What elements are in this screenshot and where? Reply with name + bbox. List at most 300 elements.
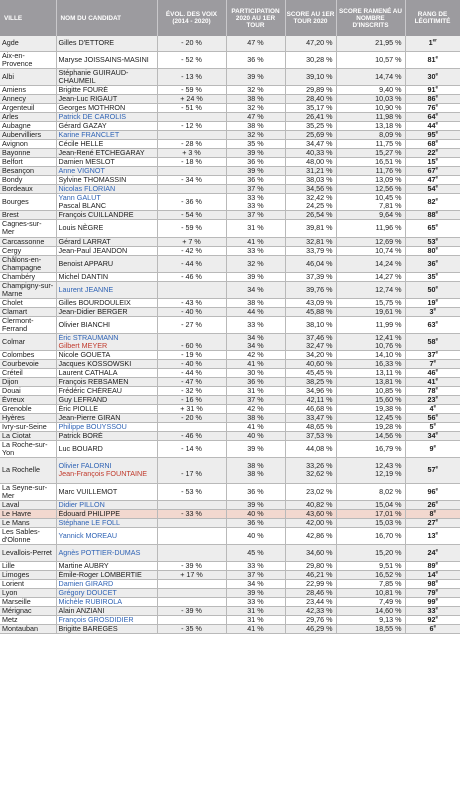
score-value: 35,25 % — [306, 121, 333, 130]
rank-suffix: e — [435, 222, 438, 228]
cell-participation — [226, 422, 285, 431]
cell-score — [285, 518, 336, 527]
candidate-name: Benoist APPARU — [58, 258, 114, 268]
cell-participation — [226, 518, 285, 527]
participation-value: 33 % — [247, 319, 264, 329]
cell-score — [285, 527, 336, 544]
cell-score-inscrits — [336, 36, 405, 51]
rank-number: 5 — [429, 422, 434, 431]
cell-score-inscrits — [336, 570, 405, 579]
evolution-value: - 42 % — [181, 246, 202, 255]
rank-suffix: e — [435, 148, 438, 153]
score-inscrits-value: 14,56 % — [375, 431, 402, 440]
score-inscrits-value: 10,74 % — [375, 246, 402, 255]
participation-value: 36 % — [247, 518, 264, 527]
cell-score-inscrits — [336, 281, 405, 298]
rank-number: 30 — [427, 71, 436, 81]
score-value: 30,28 % — [306, 54, 333, 64]
rank-number: 81 — [427, 54, 436, 64]
score-value: 43,09 % — [306, 298, 333, 307]
cell-evolution — [157, 281, 226, 298]
cell-participation — [226, 500, 285, 509]
evolution-value: - 36 % — [181, 196, 202, 206]
evolution-value: - 14 % — [181, 443, 202, 453]
cell-participation — [226, 166, 285, 175]
score-value: 39,10 % — [306, 71, 333, 81]
cell-score-inscrits — [336, 68, 405, 85]
cell-candidat — [56, 615, 157, 624]
cell-candidat — [56, 237, 157, 246]
score-value: 32,47 % — [306, 340, 333, 350]
rank-suffix: e — [435, 413, 438, 418]
score-value: 39,76 % — [306, 284, 333, 294]
participation-value: 33 % — [247, 561, 264, 570]
candidate-name: Grégory DOUCET — [58, 588, 117, 597]
cell-ville: Courbevoie — [0, 359, 56, 368]
cell-participation — [226, 51, 285, 68]
candidate-name: Laurent CATHALA — [58, 368, 118, 377]
participation-value: 37 % — [247, 184, 264, 193]
cell-candidat — [56, 527, 157, 544]
cell-participation — [226, 561, 285, 570]
table-row — [0, 184, 460, 193]
score-inscrits-value: 11,96 % — [375, 223, 402, 233]
cell-candidat — [56, 103, 157, 112]
participation-value: 32 % — [247, 85, 264, 94]
cell-ville: Laval — [0, 500, 56, 509]
table-row — [0, 103, 460, 112]
rank-number: 15 — [427, 157, 436, 166]
cell-participation — [226, 85, 285, 94]
rank-suffix: e — [433, 307, 436, 312]
participation-value: 38 % — [247, 298, 264, 307]
cell-candidat — [56, 112, 157, 121]
cell-participation — [226, 404, 285, 413]
evolution-value: + 17 % — [180, 570, 203, 579]
rank-number: 26 — [427, 500, 436, 509]
evolution-value: - 46 % — [181, 431, 202, 440]
table-row — [0, 386, 460, 395]
cell-score-inscrits — [336, 527, 405, 544]
rank-suffix: e — [435, 579, 438, 584]
table-row — [0, 431, 460, 440]
cell-score-inscrits — [336, 457, 405, 483]
score-inscrits-value: 14,27 % — [375, 272, 402, 281]
candidate-name: Édouard PHILIPPE — [58, 509, 121, 518]
rank-number: 92 — [427, 615, 436, 624]
cell-ville: Aubagne — [0, 121, 56, 130]
score-value: 39,81 % — [306, 223, 333, 233]
score-value: 29,80 % — [306, 561, 333, 570]
candidate-name: Olivier BIANCHI — [58, 319, 111, 329]
score-inscrits-value: 12,19 % — [375, 469, 402, 478]
score-inscrits-value: 12,43 % — [375, 461, 402, 470]
score-value: 33,26 % — [306, 461, 333, 470]
score-inscrits-value: 13,11 % — [375, 368, 402, 377]
cell-participation — [226, 509, 285, 518]
cell-score — [285, 36, 336, 51]
candidate-name: Philippe BOUYSSOU — [58, 422, 127, 431]
table-row — [0, 175, 460, 184]
cell-score — [285, 121, 336, 130]
table-row — [0, 624, 460, 633]
cell-rang — [405, 422, 460, 431]
candidate-name: Jean-René ETCHEGARAY — [58, 148, 145, 157]
header-rang: RANG DE LÉGITIMITÉ — [405, 0, 460, 36]
cell-rang — [405, 272, 460, 281]
score-inscrits-value: 10,03 % — [375, 94, 402, 103]
rank-number: 76 — [427, 103, 436, 112]
score-value: 43,60 % — [306, 509, 333, 518]
candidate-name: Anne VIGNOT — [58, 166, 105, 175]
cell-score — [285, 359, 336, 368]
cell-candidat — [56, 386, 157, 395]
cell-rang — [405, 386, 460, 395]
cell-candidat — [56, 570, 157, 579]
cell-rang — [405, 94, 460, 103]
cell-rang — [405, 255, 460, 272]
score-inscrits-value: 12,56 % — [375, 184, 402, 193]
cell-rang — [405, 624, 460, 633]
rank-number: 80 — [427, 246, 436, 255]
rank-number: 67 — [427, 166, 436, 175]
evolution-value: - 52 % — [181, 54, 202, 64]
cell-candidat — [56, 307, 157, 316]
cell-score-inscrits — [336, 246, 405, 255]
score-value: 25,69 % — [306, 130, 333, 139]
score-value: 48,00 % — [306, 157, 333, 166]
candidate-name: Jean-François FOUNTAINE — [58, 469, 148, 478]
cell-candidat — [56, 500, 157, 509]
cell-score-inscrits — [336, 85, 405, 94]
rank-suffix: e — [433, 359, 436, 364]
rank-number: 36 — [427, 258, 436, 268]
participation-value: 35 % — [247, 139, 264, 148]
rank-suffix: e — [435, 166, 438, 171]
cell-candidat — [56, 333, 157, 350]
cell-participation — [226, 579, 285, 588]
table-row — [0, 544, 460, 561]
cell-participation — [226, 350, 285, 359]
cell-participation — [226, 36, 285, 51]
cell-ville: Ivry-sur-Seine — [0, 422, 56, 431]
participation-value: 39 % — [247, 588, 264, 597]
table-row — [0, 483, 460, 500]
cell-score — [285, 166, 336, 175]
score-inscrits-value: 11,99 % — [375, 319, 402, 329]
participation-value: 41 % — [247, 359, 264, 368]
cell-rang — [405, 184, 460, 193]
cell-score-inscrits — [336, 500, 405, 509]
cell-ville: Limoges — [0, 570, 56, 579]
candidate-name: Jean-Pierre GIRAN — [58, 413, 121, 422]
participation-value: 40 % — [247, 509, 264, 518]
cell-evolution — [157, 350, 226, 359]
cell-candidat — [56, 272, 157, 281]
cell-rang — [405, 103, 460, 112]
candidate-name: Nicole GOUETA — [58, 350, 111, 359]
cell-participation — [226, 615, 285, 624]
evolution-value: - 13 % — [181, 71, 202, 81]
cell-rang — [405, 509, 460, 518]
score-inscrits-value: 14,24 % — [375, 258, 402, 268]
cell-score-inscrits — [336, 615, 405, 624]
evolution-value: - 16 % — [181, 395, 202, 404]
cell-rang — [405, 148, 460, 157]
rank-number: 50 — [427, 284, 436, 294]
score-value: 45,88 % — [306, 307, 333, 316]
rank-number: 35 — [427, 272, 436, 281]
cell-rang — [405, 368, 460, 377]
table-row — [0, 272, 460, 281]
cell-candidat — [56, 359, 157, 368]
participation-value: 39 % — [247, 148, 264, 157]
cell-ville: Chambéry — [0, 272, 56, 281]
cell-candidat — [56, 85, 157, 94]
cell-evolution — [157, 298, 226, 307]
cell-candidat — [56, 298, 157, 307]
score-value: 37,39 % — [306, 272, 333, 281]
candidate-name: Marc VUILLEMOT — [58, 486, 118, 496]
cell-evolution — [157, 377, 226, 386]
candidate-name: Nicolas FLORIAN — [58, 184, 116, 193]
cell-score — [285, 615, 336, 624]
table-row — [0, 281, 460, 298]
cell-ville: Bourges — [0, 193, 56, 210]
score-inscrits-value: 15,04 % — [375, 500, 402, 509]
candidate-name: Gilbert MEYER — [58, 340, 108, 350]
cell-evolution — [157, 422, 226, 431]
cell-rang — [405, 281, 460, 298]
candidate-name: François CUILLANDRE — [58, 210, 134, 219]
score-value: 45,45 % — [306, 368, 333, 377]
cell-candidat — [56, 431, 157, 440]
cell-score — [285, 193, 336, 210]
table-row — [0, 395, 460, 404]
cell-ville: Évreux — [0, 395, 56, 404]
cell-score-inscrits — [336, 210, 405, 219]
rank-suffix: e — [435, 237, 438, 242]
cell-evolution — [157, 210, 226, 219]
cell-evolution — [157, 457, 226, 483]
cell-participation — [226, 219, 285, 237]
table-row — [0, 570, 460, 579]
rank-number: 82 — [427, 196, 436, 206]
cell-score-inscrits — [336, 518, 405, 527]
cell-score-inscrits — [336, 597, 405, 606]
cell-evolution — [157, 255, 226, 272]
cell-participation — [226, 395, 285, 404]
cell-evolution — [157, 431, 226, 440]
participation-value: 34 % — [247, 333, 264, 342]
score-inscrits-value: 19,38 % — [375, 404, 402, 413]
cell-participation — [226, 606, 285, 615]
rank-number: 34 — [427, 431, 436, 440]
candidate-name: Brigitte BAREGES — [58, 624, 118, 633]
cell-rang — [405, 597, 460, 606]
rank-suffix: e — [435, 246, 438, 251]
rank-suffix: e — [435, 368, 438, 373]
table-row — [0, 94, 460, 103]
score-inscrits-value: 21,95 % — [375, 38, 402, 48]
cell-score — [285, 570, 336, 579]
rank-number: 57 — [427, 465, 436, 475]
cell-score-inscrits — [336, 544, 405, 561]
score-value: 26,41 % — [306, 112, 333, 121]
score-value: 22,99 % — [306, 579, 333, 588]
candidate-name: Jean-Luc RIGAUT — [58, 94, 118, 103]
candidate-name: Alain ANZIANI — [58, 606, 105, 615]
cell-participation — [226, 298, 285, 307]
rank-suffix: e — [435, 486, 438, 492]
participation-value: 32 % — [247, 130, 264, 139]
score-inscrits-value: 15,03 % — [375, 518, 402, 527]
candidate-name: Émile-Roger LOMBERTIE — [58, 570, 142, 579]
cell-evolution — [157, 544, 226, 561]
cell-rang — [405, 139, 460, 148]
cell-evolution — [157, 193, 226, 210]
cell-score — [285, 148, 336, 157]
score-value: 38,10 % — [306, 319, 333, 329]
cell-score-inscrits — [336, 561, 405, 570]
rank-number: 95 — [427, 130, 436, 139]
cell-score-inscrits — [336, 184, 405, 193]
candidate-name: Jacques KOSSOWSKI — [58, 359, 132, 368]
rank-suffix: er — [432, 38, 437, 44]
cell-evolution — [157, 307, 226, 316]
score-inscrits-value: 7,85 % — [379, 579, 402, 588]
table-row — [0, 359, 460, 368]
score-inscrits-value: 9,13 % — [379, 615, 402, 624]
candidate-name: Laurent JEANNE — [58, 284, 114, 294]
rank-number: 89 — [427, 561, 436, 570]
rank-suffix: e — [435, 615, 438, 620]
score-value: 48,65 % — [306, 422, 333, 431]
score-value: 42,00 % — [306, 518, 333, 527]
cell-evolution — [157, 509, 226, 518]
cell-score — [285, 307, 336, 316]
score-inscrits-value: 19,28 % — [375, 422, 402, 431]
rank-suffix: e — [435, 336, 438, 342]
score-inscrits-value: 13,18 % — [375, 121, 402, 130]
evolution-value: - 27 % — [181, 319, 202, 329]
rank-suffix: e — [433, 624, 436, 629]
cell-evolution — [157, 219, 226, 237]
cell-evolution — [157, 368, 226, 377]
participation-value: 31 % — [247, 606, 264, 615]
cell-evolution — [157, 112, 226, 121]
rank-number: 3 — [429, 307, 434, 316]
participation-value: 36 % — [247, 175, 264, 184]
table-row — [0, 333, 460, 350]
cell-participation — [226, 175, 285, 184]
cell-ville: Châlons-en-Champagne — [0, 255, 56, 272]
evolution-value: - 47 % — [181, 377, 202, 386]
rank-number: 13 — [427, 530, 436, 540]
cell-evolution — [157, 333, 226, 350]
score-inscrits-value: 12,45 % — [375, 413, 402, 422]
cell-ville: Dijon — [0, 377, 56, 386]
cell-score-inscrits — [336, 588, 405, 597]
participation-value: 31 % — [247, 615, 264, 624]
rank-number: 19 — [427, 298, 436, 307]
rank-suffix: e — [435, 597, 438, 602]
cell-score-inscrits — [336, 440, 405, 457]
header-evolution: ÉVOL. DES VOIX (2014 - 2020) — [157, 0, 226, 36]
cell-ville: Aix-en-Provence — [0, 51, 56, 68]
cell-rang — [405, 457, 460, 483]
cell-rang — [405, 307, 460, 316]
table-row — [0, 148, 460, 157]
cell-rang — [405, 193, 460, 210]
cell-rang — [405, 527, 460, 544]
evolution-value: - 18 % — [181, 157, 202, 166]
participation-value: 41 % — [247, 624, 264, 633]
cell-ville: Brest — [0, 210, 56, 219]
table-row — [0, 527, 460, 544]
cell-evolution — [157, 395, 226, 404]
table-header-row — [0, 0, 460, 36]
cell-score-inscrits — [336, 51, 405, 68]
cell-candidat — [56, 121, 157, 130]
cell-participation — [226, 597, 285, 606]
rank-suffix: e — [435, 386, 438, 391]
participation-value: 39 % — [247, 272, 264, 281]
table-row — [0, 404, 460, 413]
score-inscrits-value: 16,70 % — [375, 530, 402, 540]
rank-number: 46 — [427, 368, 436, 377]
cell-ville: La Seyne-sur-Mer — [0, 483, 56, 500]
cell-ville: La Ciotat — [0, 431, 56, 440]
evolution-value: - 53 % — [181, 486, 202, 496]
score-value: 32,62 % — [306, 469, 333, 478]
cell-evolution — [157, 36, 226, 51]
candidate-name: Luc BOUARD — [58, 443, 103, 453]
participation-value: 37 % — [247, 570, 264, 579]
candidate-name: Damien MESLOT — [58, 157, 115, 166]
participation-value: 31 % — [247, 386, 264, 395]
cell-participation — [226, 624, 285, 633]
cell-rang — [405, 85, 460, 94]
rank-number: 91 — [427, 85, 436, 94]
score-inscrits-value: 15,75 % — [375, 298, 402, 307]
cell-candidat — [56, 157, 157, 166]
rank-suffix: e — [435, 112, 438, 117]
participation-value: 39 % — [247, 166, 264, 175]
cell-rang — [405, 237, 460, 246]
cell-participation — [226, 193, 285, 210]
score-value: 23,44 % — [306, 597, 333, 606]
rank-suffix: e — [435, 606, 438, 611]
cell-score-inscrits — [336, 368, 405, 377]
rank-number: 9 — [429, 443, 434, 453]
cell-score-inscrits — [336, 193, 405, 210]
header-participation: PARTICIPATION 2020 AU 1ER TOUR — [226, 0, 285, 36]
cell-ville: Agde — [0, 36, 56, 51]
cell-score — [285, 316, 336, 333]
table-row — [0, 597, 460, 606]
rank-number: 7 — [429, 359, 434, 368]
cell-score — [285, 561, 336, 570]
rank-suffix: e — [435, 395, 438, 400]
score-inscrits-value: 9,51 % — [379, 561, 402, 570]
evolution-value: + 3 % — [182, 148, 201, 157]
cell-score — [285, 94, 336, 103]
score-inscrits-value: 15,60 % — [375, 395, 402, 404]
score-inscrits-value: 18,55 % — [375, 624, 402, 633]
cell-score — [285, 184, 336, 193]
cell-candidat — [56, 51, 157, 68]
